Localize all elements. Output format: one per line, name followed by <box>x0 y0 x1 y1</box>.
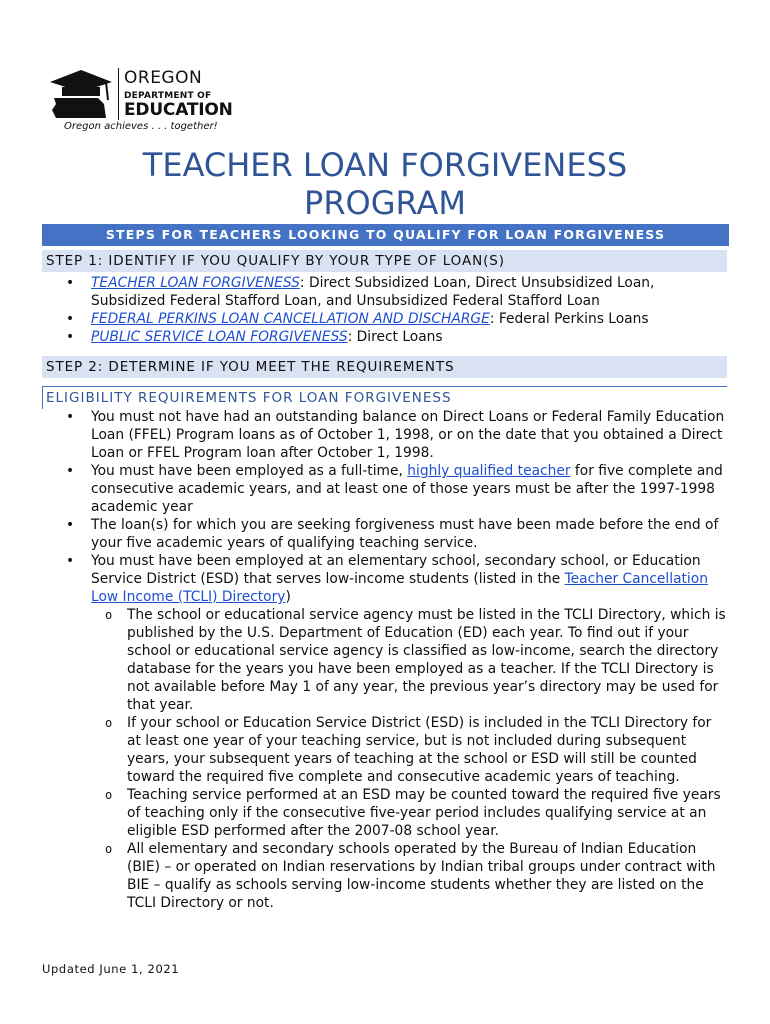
logo-department: DEPARTMENT OF <box>124 91 212 101</box>
bullet-icon: • <box>66 553 75 569</box>
page-title: TEACHER LOAN FORGIVENESS PROGRAM <box>142 146 628 222</box>
list-item-text: : Direct Subsidized Loan, Direct Unsubsidized Loan, Subsidized Federal Stafford Loan, and Unsubsidized Federal Stafford Loan <box>91 275 655 309</box>
updated-date: Updated June 1, 2021 <box>42 962 180 976</box>
list-item <box>58 310 728 328</box>
teacher-loan-forgiveness-link[interactable]: TEACHER LOAN FORGIVENESS <box>91 275 300 291</box>
bullet-icon: • <box>66 463 75 479</box>
perkins-loan-link[interactable]: FEDERAL PERKINS LOAN CANCELLATION AND DISCHARGE <box>91 311 490 327</box>
step1-heading: STEP 1: IDENTIFY IF YOU QUALIFY BY YOUR TYPE OF LOAN(S) <box>42 250 727 272</box>
sub-list-item <box>105 786 727 840</box>
steps-banner: STEPS FOR TEACHERS LOOKING TO QUALIFY FOR LOAN FORGIVENESS <box>42 224 729 246</box>
list-item <box>58 462 728 516</box>
public-service-loan-link[interactable]: PUBLIC SERVICE LOAN FORGIVENESS <box>91 329 348 345</box>
highly-qualified-teacher-link[interactable]: highly qualified teacher <box>407 463 571 479</box>
tcli-sub-list <box>91 606 728 912</box>
circle-bullet-icon: o <box>105 788 113 802</box>
list-item-text: : Direct Loans <box>347 329 443 345</box>
eligibility-list <box>58 408 728 912</box>
loan-type-list <box>58 274 728 346</box>
list-item-text: You must have been employed as a full-time, <box>91 463 408 479</box>
list-item-text: for five complete and consecutive academic years, and at least one of those years must be after the 1997-1998 academic year <box>91 463 723 515</box>
circle-bullet-icon: o <box>105 842 113 856</box>
bullet-icon: • <box>66 275 75 291</box>
sub-list-item <box>105 606 727 714</box>
list-item <box>58 408 728 462</box>
sub-list-item-text: Teaching service performed at an ESD may be counted toward the required five years of teaching only if the consecutive five-year period includes qualifying service at an eligible ESD performed after the 2007-08 school year. <box>127 787 721 839</box>
circle-bullet-icon: o <box>105 716 113 730</box>
logo-divider <box>118 68 119 120</box>
bullet-icon: • <box>66 329 75 345</box>
sub-list-item-text: The school or educational service agency must be listed in the TCLI Directory, which is published by the U.S. Department of Education (ED) each year. To find out if your school or educational service agency is classified as low-income, search the directory database for the years you have been employed as a teacher. If the TCLI Directory is not available before May 1 of any year, the previous year’s directory may be used for that year. <box>127 607 726 713</box>
list-item <box>58 328 728 346</box>
list-item-text: : Federal Perkins Loans <box>489 311 649 327</box>
sub-list-item <box>105 714 727 786</box>
logo-oregon: OREGON <box>124 68 203 88</box>
tcli-directory-link[interactable]: Teacher Cancellation Low Income (TCLI) Directory <box>91 571 708 605</box>
bullet-icon: • <box>66 311 75 327</box>
list-item-text: The loan(s) for which you are seeking forgiveness must have been made before the end of your five academic years of qualifying teaching service. <box>91 517 719 551</box>
circle-bullet-icon: o <box>105 608 113 622</box>
list-item <box>58 274 728 310</box>
bullet-icon: • <box>66 409 75 425</box>
list-item-text: ) <box>285 589 291 605</box>
step2-heading: STEP 2: DETERMINE IF YOU MEET THE REQUIREMENTS <box>42 356 727 378</box>
list-item-text: You must not have had an outstanding balance on Direct Loans or Federal Family Education Loan (FFEL) Program loans as of October 1, 1998, or on the date that you obtained a Direct Loan or FFEL Program loan after October 1, 1998. <box>91 409 725 461</box>
sub-list-item-text: If your school or Education Service District (ESD) is included in the TCLI Directory for at least one year of your teaching service, but is not included during subsequent years, your subsequent years of teaching at the school or ESD will still be counted toward the required five complete and consecutive academic years of teaching. <box>127 715 712 785</box>
sub-list-item <box>105 840 727 912</box>
graduation-cap-state-icon <box>48 70 114 120</box>
list-item <box>58 552 728 912</box>
ode-logo <box>48 66 233 134</box>
eligibility-heading: ELIGIBILITY REQUIREMENTS FOR LOAN FORGIVENESS <box>42 386 727 409</box>
logo-tagline: Oregon achieves . . . together! <box>64 121 218 132</box>
bullet-icon: • <box>66 517 75 533</box>
sub-list-item-text: All elementary and secondary schools operated by the Bureau of Indian Education (BIE) – or operated on Indian reservations by Indian tribal groups under contract with BIE – qualify as schools serving low-income students whether they are listed on the TCLI Directory or not. <box>127 841 716 911</box>
list-item <box>58 516 728 552</box>
logo-education: EDUCATION <box>124 100 233 120</box>
list-item-text: You must have been employed at an elementary school, secondary school, or Education Service District (ESD) that serves low-income students (listed in the <box>91 553 701 587</box>
